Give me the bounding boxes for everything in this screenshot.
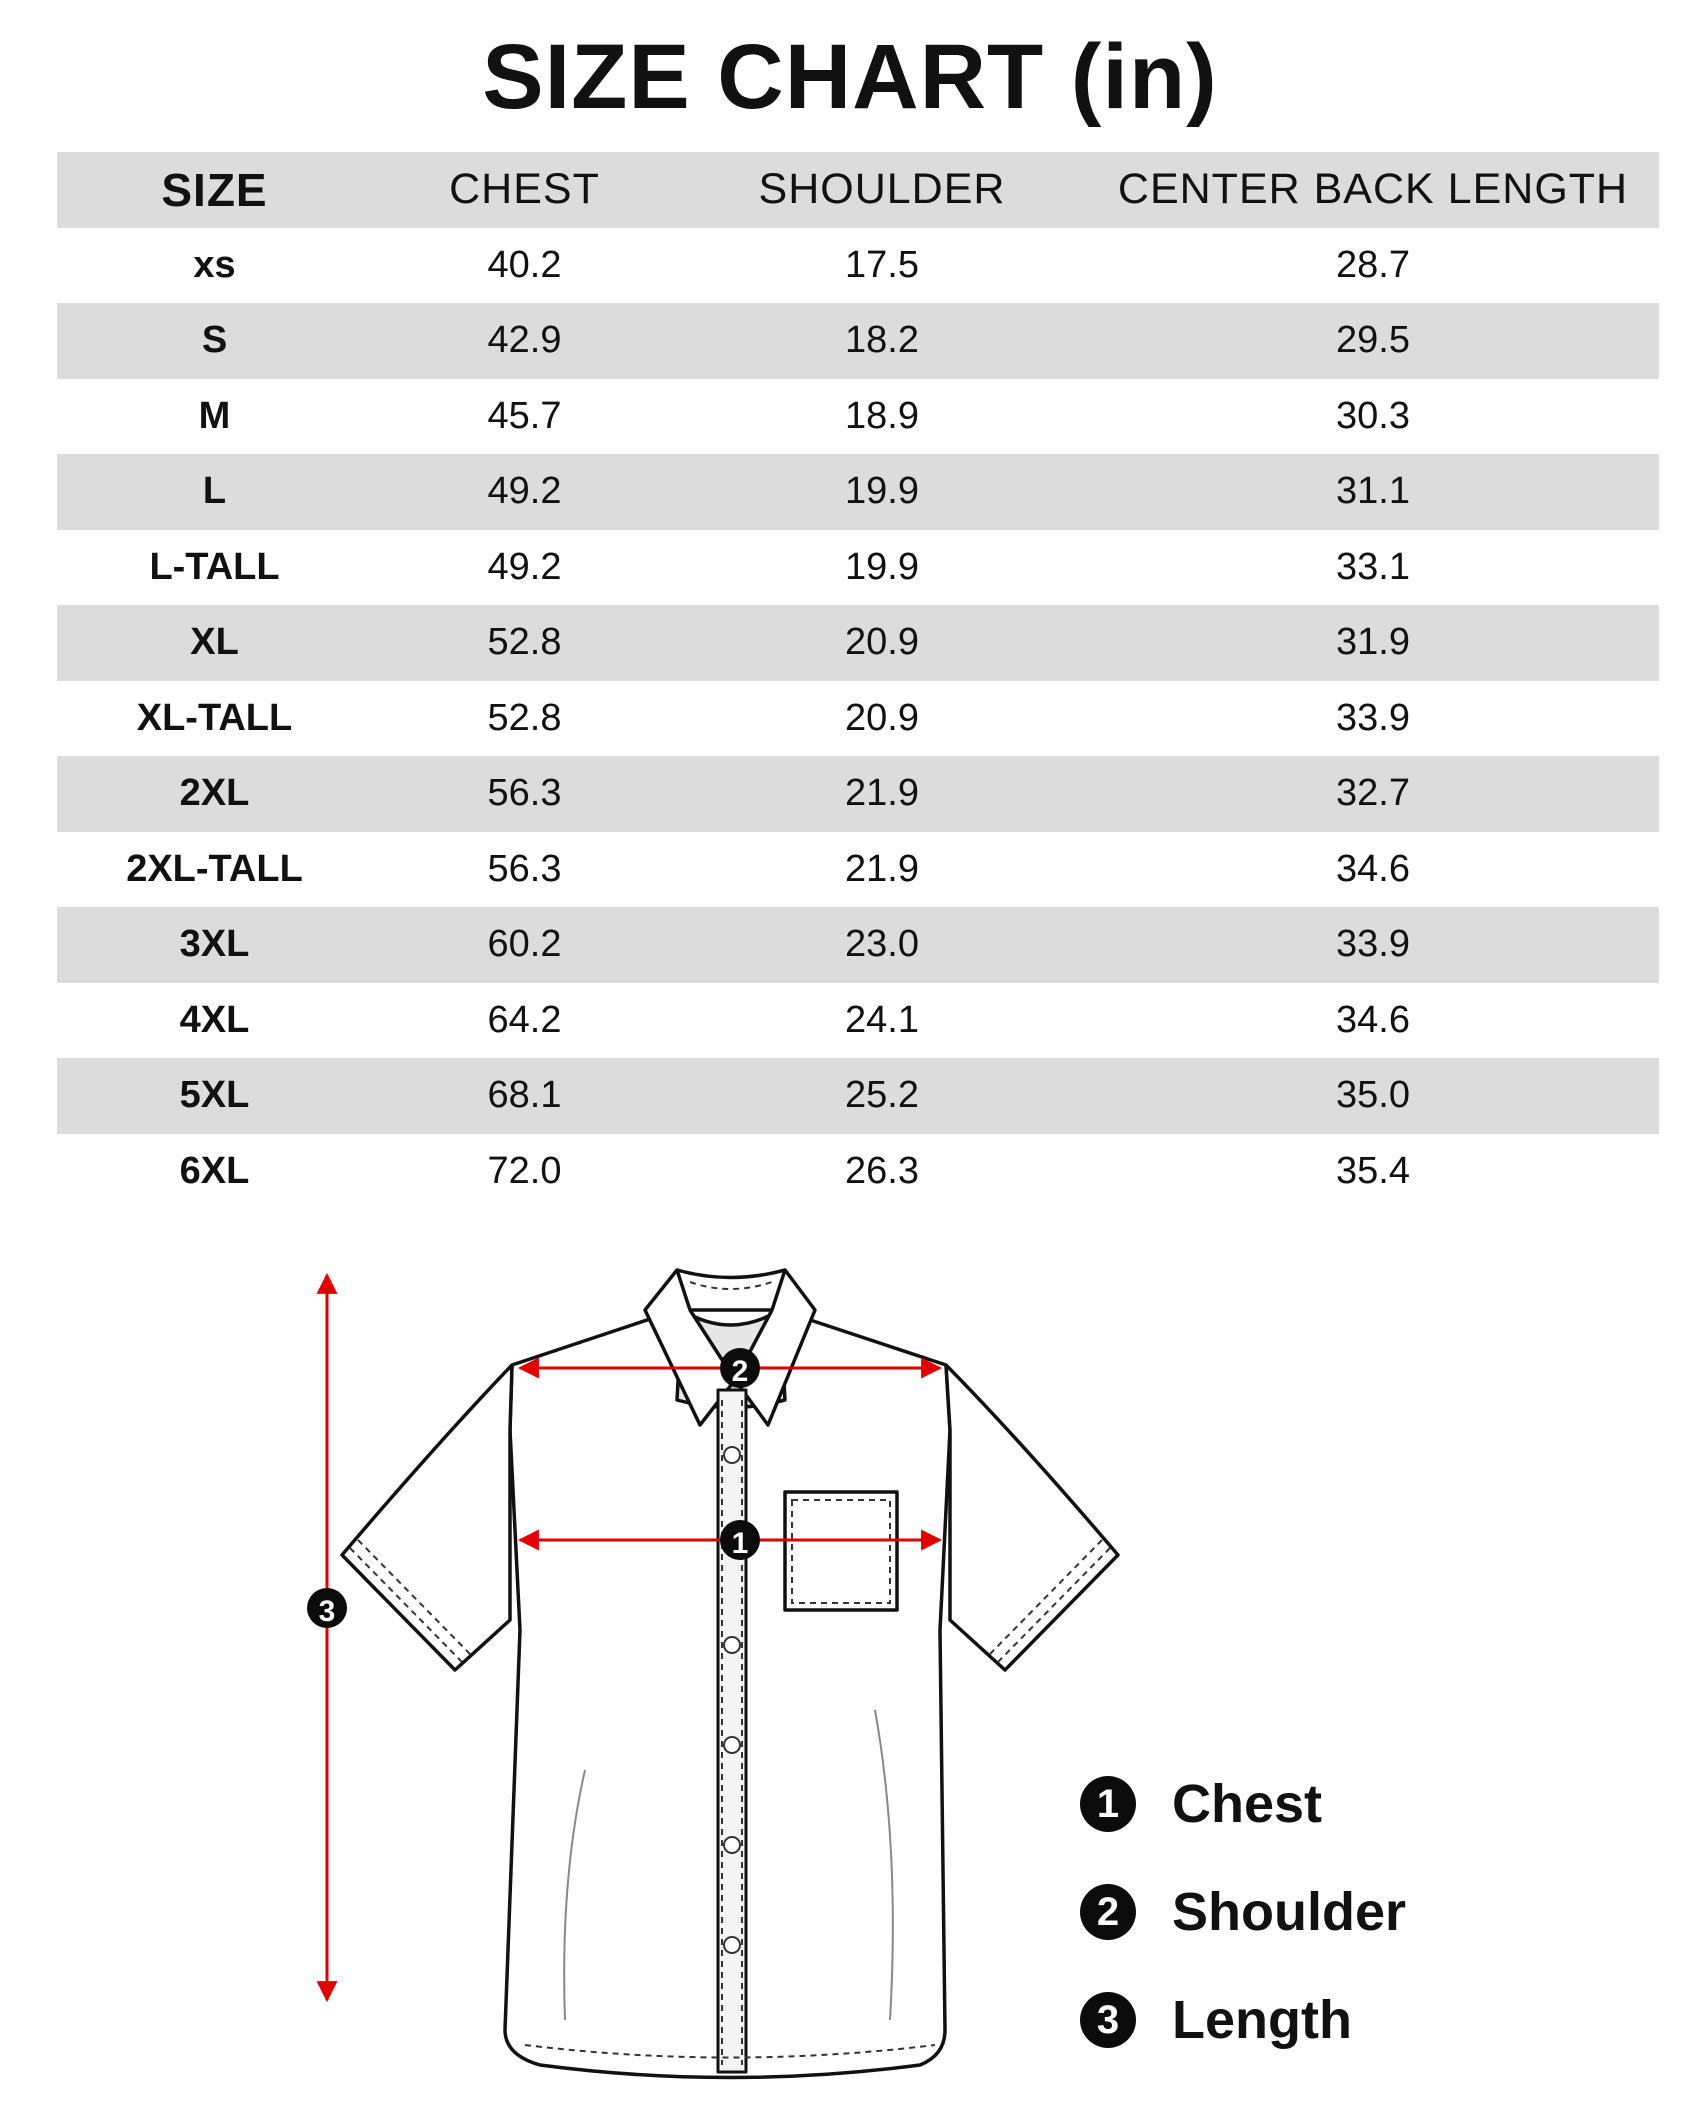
shoulder-cell: 19.9 <box>845 545 919 588</box>
length-cell: 31.1 <box>1336 470 1410 513</box>
table-row <box>57 983 1659 1059</box>
chest-cell: 68.1 <box>487 1074 562 1117</box>
marker-shoulder <box>720 1348 760 1388</box>
table-row <box>57 1134 1659 1210</box>
size-cell: XL-TALL <box>136 696 293 739</box>
size-cell: 4XL <box>179 998 250 1041</box>
length-cell: 34.6 <box>1336 847 1410 890</box>
table-row <box>57 530 1659 606</box>
size-cell: xs <box>193 243 236 286</box>
chest-cell: 49.2 <box>487 470 562 513</box>
header-size: SIZE <box>161 163 268 216</box>
measurement-legend <box>1080 1750 1406 2074</box>
size-table <box>57 152 1659 1209</box>
shirt-outline <box>342 1270 1118 2078</box>
size-cell: 2XL-TALL <box>126 847 303 890</box>
marker-length <box>307 1588 347 1628</box>
marker-chest <box>720 1520 760 1560</box>
table-header-row <box>57 152 1659 228</box>
length-cell: 33.9 <box>1336 923 1410 966</box>
table-row <box>57 303 1659 379</box>
table-row <box>57 379 1659 455</box>
chest-cell: 52.8 <box>487 621 562 664</box>
length-cell: 33.1 <box>1336 545 1410 588</box>
chest-cell: 52.8 <box>487 696 562 739</box>
shoulder-cell: 20.9 <box>845 696 919 739</box>
table-body <box>57 228 1659 1210</box>
header-shoulder: SHOULDER <box>758 165 1006 214</box>
shoulder-cell: 20.9 <box>845 621 919 664</box>
page-title: SIZE CHART (in) <box>482 26 1218 128</box>
chest-cell: 64.2 <box>487 998 562 1041</box>
legend-number: 3 <box>1080 1992 1136 2048</box>
chest-cell: 72.0 <box>487 1149 562 1192</box>
length-cell: 35.0 <box>1336 1074 1410 1117</box>
length-cell: 34.6 <box>1336 998 1410 1041</box>
table-row <box>57 454 1659 530</box>
chest-cell: 49.2 <box>487 545 562 588</box>
chest-cell: 42.9 <box>487 319 562 362</box>
legend-label: Shoulder <box>1172 1882 1407 1942</box>
legend-item-length <box>1080 1966 1406 2074</box>
shoulder-cell: 18.2 <box>845 319 919 362</box>
table-row <box>57 605 1659 681</box>
size-cell: S <box>201 319 228 362</box>
chest-cell: 56.3 <box>487 847 562 890</box>
size-cell: L <box>202 470 227 513</box>
shoulder-cell: 17.5 <box>845 243 919 286</box>
size-cell: M <box>198 394 231 437</box>
legend-number: 2 <box>1080 1884 1136 1940</box>
chest-cell: 56.3 <box>487 772 562 815</box>
shoulder-cell: 21.9 <box>845 772 919 815</box>
shoulder-cell: 24.1 <box>845 998 919 1041</box>
length-cell: 29.5 <box>1336 319 1410 362</box>
size-cell: 2XL <box>179 772 250 815</box>
table-row <box>57 907 1659 983</box>
legend-item-chest <box>1080 1750 1406 1858</box>
shirt-diagram <box>0 1230 1700 2125</box>
length-cell: 32.7 <box>1336 772 1410 815</box>
size-cell: 6XL <box>179 1149 250 1192</box>
table-row <box>57 228 1659 304</box>
shoulder-cell: 19.9 <box>845 470 919 513</box>
length-cell: 28.7 <box>1336 243 1410 286</box>
size-cell: L-TALL <box>149 545 280 588</box>
chest-cell: 45.7 <box>487 394 562 437</box>
legend-number: 1 <box>1080 1776 1136 1832</box>
marker-shoulder-num: 2 <box>731 1355 749 1388</box>
shoulder-cell: 23.0 <box>845 923 919 966</box>
shoulder-cell: 26.3 <box>845 1149 919 1192</box>
table-row <box>57 832 1659 908</box>
marker-chest-num: 1 <box>731 1527 749 1560</box>
length-cell: 33.9 <box>1336 696 1410 739</box>
legend-item-shoulder <box>1080 1858 1406 1966</box>
shoulder-cell: 25.2 <box>845 1074 919 1117</box>
table-row <box>57 756 1659 832</box>
legend-label: Length <box>1172 1990 1352 2050</box>
chest-cell: 40.2 <box>487 243 562 286</box>
length-cell: 31.9 <box>1336 621 1410 664</box>
shoulder-cell: 21.9 <box>845 847 919 890</box>
table-row <box>57 681 1659 757</box>
length-cell: 35.4 <box>1336 1149 1410 1192</box>
header-chest: CHEST <box>449 165 600 214</box>
shoulder-cell: 18.9 <box>845 394 919 437</box>
size-cell: 5XL <box>179 1074 250 1117</box>
table-row <box>57 1058 1659 1134</box>
legend-label: Chest <box>1172 1774 1323 1834</box>
marker-length-num: 3 <box>318 1595 336 1628</box>
size-cell: 3XL <box>179 923 250 966</box>
header-center-back-length: CENTER BACK LENGTH <box>1117 165 1629 214</box>
size-cell: XL <box>190 621 239 664</box>
chest-cell: 60.2 <box>487 923 562 966</box>
length-cell: 30.3 <box>1336 394 1410 437</box>
